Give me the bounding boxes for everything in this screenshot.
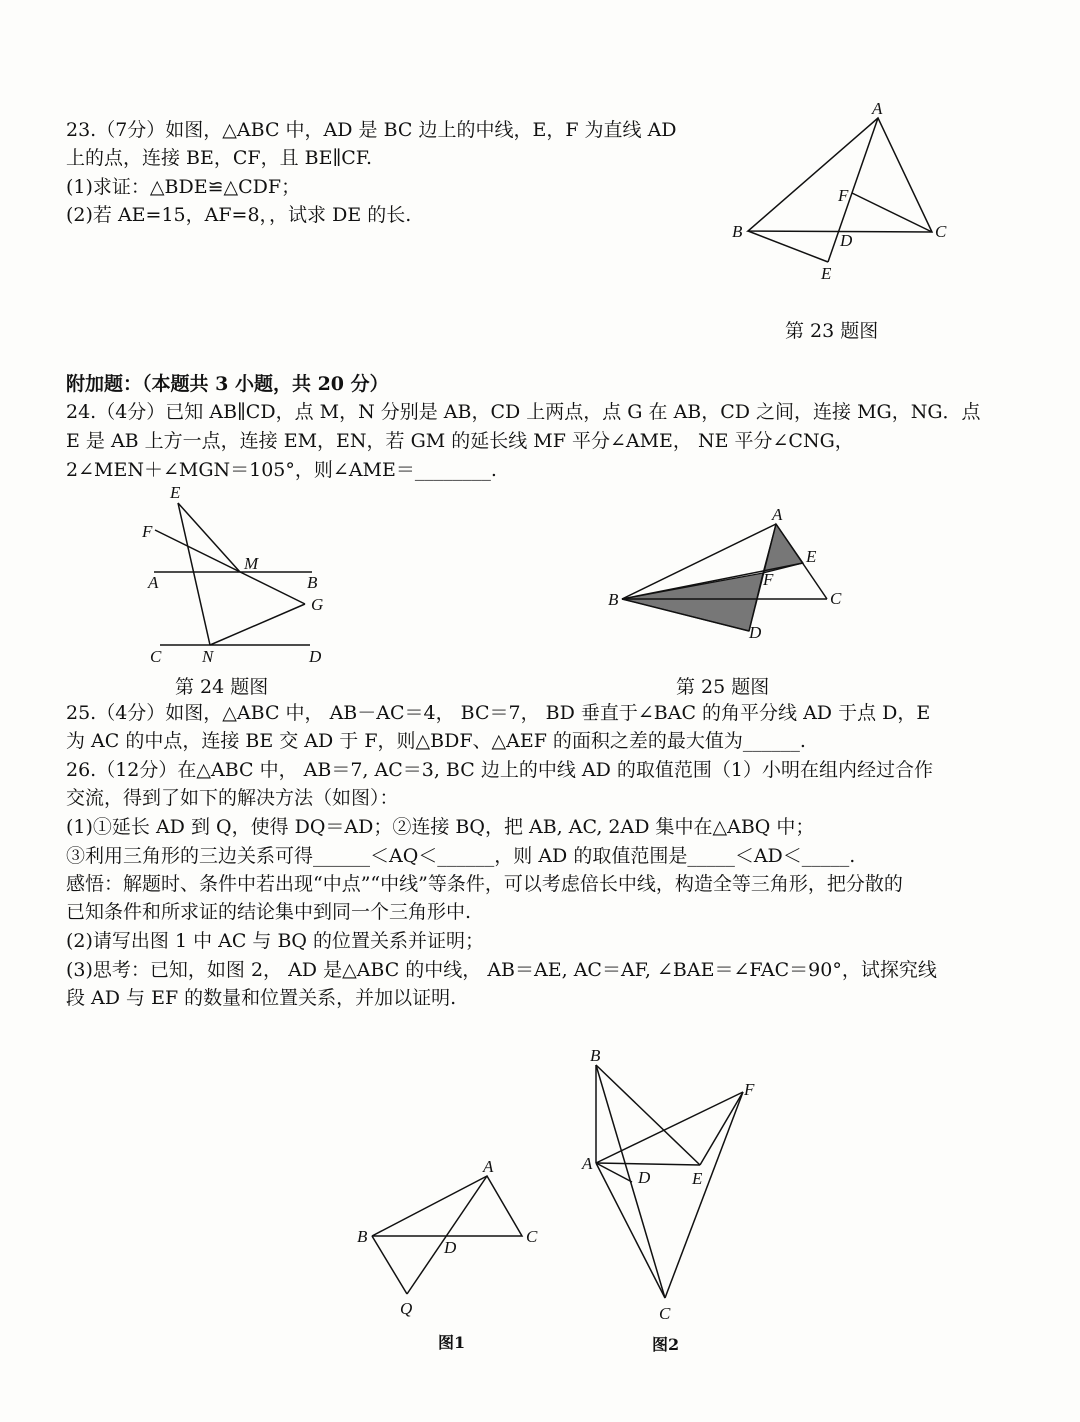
- q24-line-1: 24.（4分）已知 AB∥CD，点 M，N 分别是 AB，CD 上两点，点 G 在 AB，CD 之间，连接 MG，NG．点: [66, 401, 981, 423]
- fig26-1-label-c: C: [526, 1227, 538, 1246]
- fig24-label-a: A: [148, 573, 159, 592]
- q26-line-9: 段 AD 与 EF 的数量和位置关系，并加以证明.: [66, 987, 457, 1009]
- fig24-label-f: F: [142, 522, 153, 541]
- fig25-label-b: B: [608, 590, 619, 609]
- fig23-label-f: F: [838, 186, 849, 205]
- extra-heading: 附加题：（本题共 3 小题，共 20 分）: [66, 373, 389, 395]
- fig24-label-e: E: [170, 483, 181, 502]
- fig26-2-caption: 图2: [652, 1335, 680, 1354]
- fig24-label-n: N: [202, 647, 214, 666]
- q26-line-8: (3)思考：已知，如图 2， AD 是△ABC 的中线， AB＝AE, AC＝AF, ∠BAE＝∠FAC＝90°，试探究线: [66, 959, 937, 981]
- fig26-1-label-a: A: [483, 1157, 494, 1176]
- fig23-label-d: D: [840, 231, 853, 250]
- fig26-2-label-d: D: [638, 1168, 651, 1187]
- fig24-label-d: D: [309, 647, 322, 666]
- q23-line-2: 上的点，连接 BE，CF，且 BE∥CF.: [66, 147, 373, 169]
- q23-line-1: 23.（7分）如图，△ABC 中，AD 是 BC 边上的中线，E，F 为直线 AD: [66, 119, 677, 141]
- fig24-label-g: G: [311, 595, 324, 614]
- fig26-2-label-c: C: [659, 1304, 671, 1323]
- fig23-label-c: C: [935, 222, 947, 241]
- fig24-caption: 第 24 题图: [175, 676, 269, 698]
- fig24-label-m: M: [244, 554, 259, 573]
- fig26-2-line-be: [596, 1065, 700, 1165]
- fig26-1-label-q: Q: [400, 1299, 413, 1318]
- fig25-label-c: C: [830, 589, 842, 608]
- fig23-label-e: E: [821, 264, 832, 283]
- q23-line-3: (1)求证：△BDE≌△CDF；: [66, 176, 301, 198]
- fig25-label-a: A: [772, 505, 783, 524]
- fig26-2-label-f: F: [744, 1080, 755, 1099]
- fig26-1-label-d: D: [444, 1238, 457, 1257]
- fig24-label-c: C: [150, 647, 162, 666]
- q25-line-1: 25.（4分）如图，△ABC 中， AB－AC＝4， BC＝7， BD 垂直于∠BAC 的角平分线 AD 于点 D，E: [66, 702, 931, 724]
- fig26-2-label-e: E: [692, 1169, 703, 1188]
- q24-line-2: E 是 AB 上方一点，连接 EM，EN，若 GM 的延长线 MF 平分∠AME， NE 平分∠CNG，: [66, 430, 854, 452]
- q26-line-1: 26.（12分）在△ABC 中， AB＝7, AC＝3, BC 边上的中线 AD 的取值范围（1）小明在组内经过合作: [66, 759, 933, 781]
- fig25-label-e: E: [806, 547, 817, 566]
- fig24-label-b: B: [307, 573, 318, 592]
- q26-line-3: (1)①延长 AD 到 Q，使得 DQ＝AD；②连接 BQ，把 AB, AC, 2AD 集中在△ABQ 中；: [66, 816, 815, 838]
- fig23-caption: 第 23 题图: [785, 320, 879, 342]
- fig26-2-label-a: A: [582, 1154, 593, 1173]
- fig25-label-f: F: [763, 570, 774, 589]
- fig26-2-line-fc: [665, 1092, 743, 1298]
- fig25-caption: 第 25 题图: [676, 676, 770, 698]
- q24-line-3: 2∠MEN＋∠MGN＝105°，则∠AME＝________.: [66, 459, 497, 481]
- q26-line-2: 交流，得到了如下的解决方法（如图）：: [66, 787, 399, 809]
- q23-line-4: (2)若 AE=15，AF=8，，试求 DE 的长.: [66, 204, 412, 226]
- fig23-label-b: B: [732, 222, 743, 241]
- q26-line-5: 感悟：解题时、条件中若出现“中点”“中线”等条件，可以考虑倍长中线，构造全等三角形，把分散的: [66, 873, 903, 895]
- q26-line-6: 已知条件和所求证的结论集中到同一个三角形中.: [66, 901, 472, 923]
- fig23-label-a: A: [872, 99, 883, 118]
- fig26-2-label-b: B: [590, 1046, 601, 1065]
- fig25-label-d: D: [749, 623, 762, 642]
- fig26-1-caption: 图1: [438, 1333, 466, 1352]
- fig26-1-label-b: B: [357, 1227, 368, 1246]
- q26-line-4: ③利用三角形的三边关系可得______＜AQ＜______，则 AD 的取值范围是_____＜AD＜_____.: [66, 845, 856, 867]
- q26-line-7: (2)请写出图 1 中 AC 与 BQ 的位置关系并证明；: [66, 930, 485, 952]
- fig26-2-line-ae: [596, 1163, 700, 1165]
- q25-line-2: 为 AC 的中点，连接 BE 交 AD 于 F，则△BDF、△AEF 的面积之差的最大值为______.: [66, 730, 806, 752]
